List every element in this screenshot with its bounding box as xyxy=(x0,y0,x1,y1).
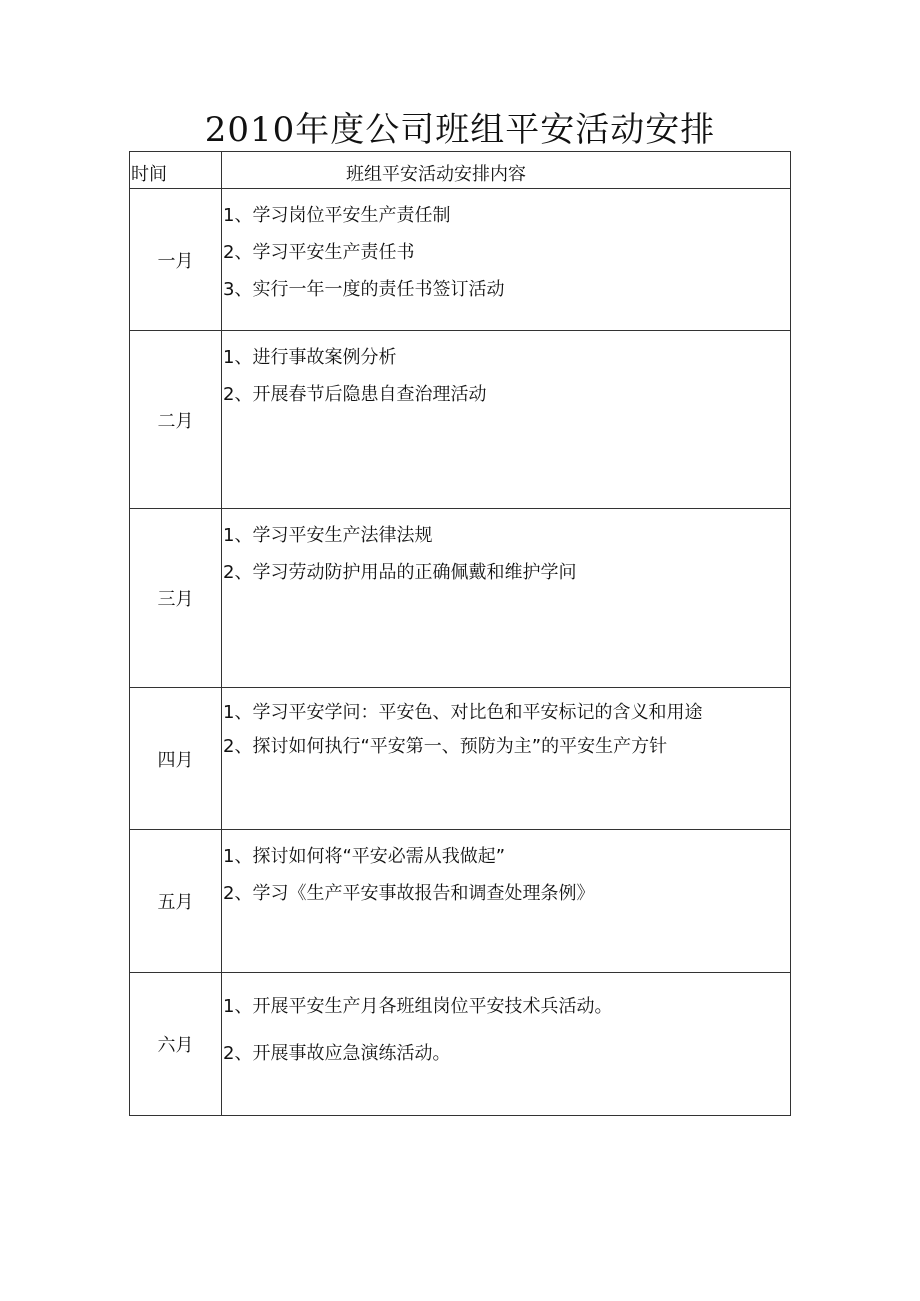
activity-item: 2、探讨如何执行“平安第一、预防为主”的平安生产方针 xyxy=(223,736,668,757)
month-cell: 六月 xyxy=(130,973,222,1116)
activity-item: 2、开展春节后隐患自查治理活动 xyxy=(223,384,487,405)
activity-plan-table xyxy=(129,151,791,1116)
document-title: 2010年度公司班组平安活动安排 xyxy=(204,110,716,150)
activity-item: 2、开展事故应急演练活动。 xyxy=(223,1043,451,1064)
content-cell xyxy=(222,509,791,688)
table-row xyxy=(130,189,791,331)
month-cell: 二月 xyxy=(130,331,222,509)
table-row xyxy=(130,830,791,973)
table-row xyxy=(130,688,791,830)
activity-item: 2、学习劳动防护用品的正确佩戴和维护学问 xyxy=(223,562,577,583)
content-cell xyxy=(222,688,791,830)
activity-item: 1、学习平安学问：平安色、对比色和平安标记的含义和用途 xyxy=(223,702,703,723)
activity-item: 2、学习《生产平安事故报告和调查处理条例》 xyxy=(223,883,595,904)
table-row xyxy=(130,331,791,509)
activity-item: 3、实行一年一度的责任书签订活动 xyxy=(223,279,505,300)
table-row xyxy=(130,973,791,1116)
activity-item: 2、学习平安生产责任书 xyxy=(223,242,415,263)
content-cell xyxy=(222,973,791,1116)
month-cell: 三月 xyxy=(130,509,222,688)
header-time: 时间 xyxy=(130,152,222,189)
content-cell xyxy=(222,189,791,331)
content-cell xyxy=(222,830,791,973)
table-header-row xyxy=(130,152,791,189)
month-cell: 五月 xyxy=(130,830,222,973)
content-cell xyxy=(222,331,791,509)
activity-item: 1、学习平安生产法律法规 xyxy=(223,525,433,546)
activity-item: 1、进行事故案例分析 xyxy=(223,347,397,368)
activity-item: 1、开展平安生产月各班组岗位平安技术兵活动。 xyxy=(223,996,613,1017)
activity-item: 1、学习岗位平安生产责任制 xyxy=(223,205,451,226)
month-cell: 四月 xyxy=(130,688,222,830)
header-content: 班组平安活动安排内容 xyxy=(222,152,791,189)
table-row xyxy=(130,509,791,688)
activity-item: 1、探讨如何将“平安必需从我做起” xyxy=(223,846,506,867)
month-cell: 一月 xyxy=(130,189,222,331)
